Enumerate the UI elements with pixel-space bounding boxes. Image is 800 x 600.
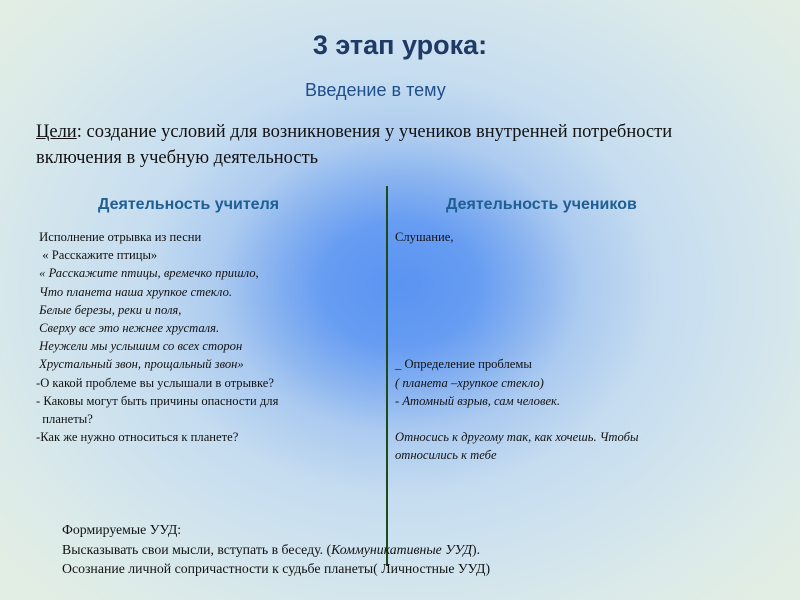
teacher-line: Неужели мы услышим со всех сторон xyxy=(36,339,243,354)
uud-communicative-label: Коммуникативные УУД xyxy=(331,541,473,557)
teacher-line: Исполнение отрывка из песни xyxy=(36,230,202,244)
student-line xyxy=(395,337,639,355)
student-line xyxy=(395,301,639,319)
goals-text: : создание условий для возникновения у учеников внутренней потребности включения в учебную деятельность xyxy=(36,122,673,168)
uud-line-communicative xyxy=(62,540,490,560)
teacher-line: Белые березы, реки и поля, xyxy=(36,302,182,317)
teacher-activity-list xyxy=(36,228,278,446)
student-line: ( планета –хрупкое стекло) xyxy=(395,375,544,390)
student-line: Относись к другому так, как хочешь. Чтобы xyxy=(395,430,639,445)
uud-line2-end: ). xyxy=(472,541,481,557)
uud-block xyxy=(62,520,490,579)
teacher-line: -О какой проблеме вы услышали в отрывке? xyxy=(36,375,274,390)
slide-title: 3 этап урока: xyxy=(312,30,488,60)
students-column-header: Деятельность учеников xyxy=(446,196,637,213)
student-line xyxy=(395,246,639,264)
teacher-line: « Расскажите птицы» xyxy=(36,248,158,263)
teacher-line: планеты? xyxy=(36,412,93,427)
uud-line2-start: Высказывать свои мысли, вступать в беседу. ( xyxy=(62,541,332,557)
uud-heading: Формируемые УУД: xyxy=(62,522,182,537)
teacher-line: « Расскажите птицы, времечко пришло, xyxy=(36,266,259,281)
student-line xyxy=(395,283,639,301)
student-line xyxy=(395,410,639,428)
student-line: - Атомный взрыв, сам человек. xyxy=(395,393,561,408)
student-line xyxy=(395,264,639,282)
students-activity-list xyxy=(395,228,639,465)
column-divider xyxy=(386,186,388,566)
teacher-line: Хрустальный звон, прощальный звон» xyxy=(36,357,244,372)
goals-label: Цели xyxy=(36,122,77,142)
slide-subtitle: Введение в тему xyxy=(305,80,446,100)
teacher-line: - Каковы могут быть причины опасности для xyxy=(36,393,279,408)
teacher-line: Что планета наша хрупкое стекло. xyxy=(36,284,233,299)
goals-paragraph xyxy=(36,119,736,171)
teacher-line: -Как же нужно относиться к планете? xyxy=(36,430,239,445)
student-line: _ Определение проблемы xyxy=(395,357,532,372)
teacher-column-header: Деятельность учителя xyxy=(98,196,280,213)
student-line: Слушание, xyxy=(395,230,454,244)
student-line xyxy=(395,319,639,337)
student-line: относились к тебе xyxy=(395,448,497,463)
teacher-line: Сверху все это нежнее хрусталя. xyxy=(36,321,220,336)
uud-line-personal: Осознание личной сопричастности к судьбе планеты( Личностные УУД) xyxy=(62,561,491,576)
